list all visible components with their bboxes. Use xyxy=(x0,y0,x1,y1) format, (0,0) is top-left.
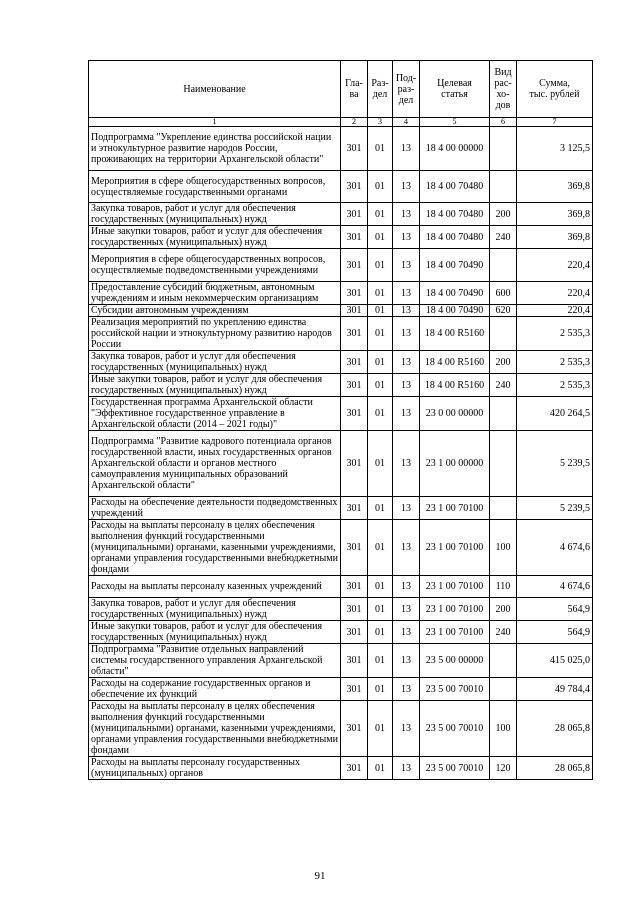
row-razdel: 01 xyxy=(368,621,393,644)
row-article: 23 1 00 70100 xyxy=(420,598,490,621)
row-vid xyxy=(490,317,517,351)
row-glava: 301 xyxy=(341,282,368,305)
table-row xyxy=(89,598,593,621)
row-razdel: 01 xyxy=(368,203,393,226)
row-podrazdel: 13 xyxy=(393,282,420,305)
row-vid: 100 xyxy=(490,701,517,757)
table-body xyxy=(89,127,593,780)
row-vid: 110 xyxy=(490,576,517,598)
budget-table xyxy=(88,60,593,780)
row-name: Расходы на обеспечение деятельности подведомственных учреждений xyxy=(89,497,341,520)
table-row xyxy=(89,621,593,644)
row-podrazdel: 13 xyxy=(393,351,420,374)
row-sum: 220,4 xyxy=(517,249,593,282)
row-glava: 301 xyxy=(341,621,368,644)
row-name: Расходы на выплаты персоналу государственных (муниципальных) органов xyxy=(89,757,341,780)
row-sum: 3 125,5 xyxy=(517,127,593,171)
row-vid xyxy=(490,397,517,431)
row-glava: 301 xyxy=(341,598,368,621)
row-razdel: 01 xyxy=(368,374,393,397)
table-row xyxy=(89,226,593,249)
row-glava: 301 xyxy=(341,226,368,249)
table-row xyxy=(89,249,593,282)
table-row xyxy=(89,497,593,520)
header-podrazdel: Под- раз- дел xyxy=(393,61,420,118)
row-glava: 301 xyxy=(341,171,368,203)
row-article: 18 4 00 00000 xyxy=(420,127,490,171)
row-sum: 415 025,0 xyxy=(517,644,593,678)
row-article: 18 4 00 70480 xyxy=(420,171,490,203)
table-row xyxy=(89,127,593,171)
row-razdel: 01 xyxy=(368,397,393,431)
table-row xyxy=(89,431,593,497)
row-article: 23 0 00 00000 xyxy=(420,397,490,431)
row-vid xyxy=(490,171,517,203)
row-razdel: 01 xyxy=(368,644,393,678)
row-razdel: 01 xyxy=(368,678,393,701)
row-podrazdel: 13 xyxy=(393,127,420,171)
row-article: 23 1 00 70100 xyxy=(420,520,490,576)
row-glava: 301 xyxy=(341,397,368,431)
column-number: 5 xyxy=(420,118,490,127)
row-glava: 301 xyxy=(341,757,368,780)
row-vid: 240 xyxy=(490,621,517,644)
table-row xyxy=(89,305,593,317)
column-number: 6 xyxy=(490,118,517,127)
row-razdel: 01 xyxy=(368,351,393,374)
row-vid: 200 xyxy=(490,351,517,374)
row-podrazdel: 13 xyxy=(393,644,420,678)
table-row xyxy=(89,171,593,203)
row-article: 23 1 00 70100 xyxy=(420,576,490,598)
table-row xyxy=(89,678,593,701)
header-razdel: Раз- дел xyxy=(368,61,393,118)
row-glava: 301 xyxy=(341,127,368,171)
row-razdel: 01 xyxy=(368,520,393,576)
row-glava: 301 xyxy=(341,203,368,226)
header-name: Наименование xyxy=(89,61,341,118)
row-sum: 369,8 xyxy=(517,226,593,249)
row-podrazdel: 13 xyxy=(393,397,420,431)
row-article: 18 4 00 70480 xyxy=(420,203,490,226)
header-article: Целевая статья xyxy=(420,61,490,118)
header-vid: Вид рас- хо- дов xyxy=(490,61,517,118)
row-sum: 2 535,3 xyxy=(517,374,593,397)
column-number-row xyxy=(89,118,593,127)
row-article: 18 4 00 70490 xyxy=(420,249,490,282)
row-vid: 120 xyxy=(490,757,517,780)
table-row xyxy=(89,576,593,598)
row-name: Расходы на содержание государственных органов и обеспечение их функций xyxy=(89,678,341,701)
row-glava: 301 xyxy=(341,431,368,497)
row-razdel: 01 xyxy=(368,226,393,249)
row-article: 23 5 00 70010 xyxy=(420,757,490,780)
row-sum: 5 239,5 xyxy=(517,431,593,497)
row-podrazdel: 13 xyxy=(393,520,420,576)
row-article: 18 4 00 70490 xyxy=(420,282,490,305)
row-sum: 28 065,8 xyxy=(517,757,593,780)
row-sum: 369,8 xyxy=(517,203,593,226)
table-row xyxy=(89,351,593,374)
table-row xyxy=(89,374,593,397)
row-name: Расходы на выплаты персоналу в целях обеспечения выполнения функций государственными (муниципальными) органами, казенными учреждениями, органами управления государственными внебюджетными фондами xyxy=(89,701,341,757)
row-vid xyxy=(490,431,517,497)
row-name: Закупка товаров, работ и услуг для обеспечения государственных (муниципальных) нужд xyxy=(89,351,341,374)
row-sum: 4 674,6 xyxy=(517,520,593,576)
row-sum: 220,4 xyxy=(517,282,593,305)
row-podrazdel: 13 xyxy=(393,171,420,203)
column-number: 7 xyxy=(517,118,593,127)
row-glava: 301 xyxy=(341,644,368,678)
page-number: 91 xyxy=(314,870,326,882)
row-article: 18 4 00 70490 xyxy=(420,305,490,317)
row-podrazdel: 13 xyxy=(393,431,420,497)
table-row xyxy=(89,757,593,780)
table-row xyxy=(89,397,593,431)
row-podrazdel: 13 xyxy=(393,701,420,757)
row-article: 23 1 00 00000 xyxy=(420,431,490,497)
row-razdel: 01 xyxy=(368,576,393,598)
row-glava: 301 xyxy=(341,317,368,351)
header-glava: Гла- ва xyxy=(341,61,368,118)
row-name: Подпрограмма "Укрепление единства российской нации и этнокультурное развитие народов России, проживающих на территории Архангельской области" xyxy=(89,127,341,171)
row-name: Иные закупки товаров, работ и услуг для обеспечения государственных (муниципальных) нужд xyxy=(89,621,341,644)
row-name: Предоставление субсидий бюджетным, автономным учреждениям и иным некоммерческим организациям xyxy=(89,282,341,305)
row-podrazdel: 13 xyxy=(393,576,420,598)
row-razdel: 01 xyxy=(368,127,393,171)
column-number: 1 xyxy=(89,118,341,127)
row-sum: 420 264,5 xyxy=(517,397,593,431)
row-article: 18 4 00 70480 xyxy=(420,226,490,249)
row-razdel: 01 xyxy=(368,431,393,497)
row-article: 18 4 00 R5160 xyxy=(420,374,490,397)
row-razdel: 01 xyxy=(368,249,393,282)
row-name: Иные закупки товаров, работ и услуг для обеспечения государственных (муниципальных) нужд xyxy=(89,374,341,397)
row-glava: 301 xyxy=(341,351,368,374)
row-name: Расходы на выплаты персоналу в целях обеспечения выполнения функций государственными (муниципальными) органами, казенными учреждениями, органами управления государственными внебюджетными фондами xyxy=(89,520,341,576)
row-sum: 2 535,3 xyxy=(517,317,593,351)
row-podrazdel: 13 xyxy=(393,598,420,621)
row-vid xyxy=(490,249,517,282)
row-article: 18 4 00 R5160 xyxy=(420,317,490,351)
row-podrazdel: 13 xyxy=(393,497,420,520)
header-sum: Сумма, тыс. рублей xyxy=(517,61,593,118)
table-row xyxy=(89,282,593,305)
row-podrazdel: 13 xyxy=(393,249,420,282)
row-name: Подпрограмма "Развитие кадрового потенциала органов государственной власти, иных государственных органов Архангельской области и органов местного самоуправления муниципальных образований Архангельской области" xyxy=(89,431,341,497)
row-name: Мероприятия в сфере общегосударственных вопросов, осуществляемые подведомственными учреждениями xyxy=(89,249,341,282)
row-name: Государственная программа Архангельской области "Эффективное государственное управление в Архангельской области (2014 – 2021 годы)" xyxy=(89,397,341,431)
row-glava: 301 xyxy=(341,305,368,317)
table-row xyxy=(89,317,593,351)
row-vid xyxy=(490,127,517,171)
row-razdel: 01 xyxy=(368,317,393,351)
row-podrazdel: 13 xyxy=(393,757,420,780)
row-podrazdel: 13 xyxy=(393,305,420,317)
row-razdel: 01 xyxy=(368,282,393,305)
row-article: 23 1 00 70100 xyxy=(420,621,490,644)
row-sum: 369,8 xyxy=(517,171,593,203)
row-sum: 4 674,6 xyxy=(517,576,593,598)
row-vid: 100 xyxy=(490,520,517,576)
row-razdel: 01 xyxy=(368,701,393,757)
row-article: 23 5 00 70010 xyxy=(420,678,490,701)
row-podrazdel: 13 xyxy=(393,678,420,701)
row-vid: 600 xyxy=(490,282,517,305)
row-glava: 301 xyxy=(341,497,368,520)
row-razdel: 01 xyxy=(368,497,393,520)
table-row xyxy=(89,701,593,757)
row-sum: 564,9 xyxy=(517,598,593,621)
row-name: Расходы на выплаты персоналу казенных учреждений xyxy=(89,576,341,598)
row-name: Реализация мероприятий по укреплению единства российской нации и этнокультурному развитию народов России xyxy=(89,317,341,351)
row-vid: 200 xyxy=(490,203,517,226)
column-number: 2 xyxy=(341,118,368,127)
row-sum: 5 239,5 xyxy=(517,497,593,520)
row-sum: 49 784,4 xyxy=(517,678,593,701)
row-name: Мероприятия в сфере общегосударственных вопросов, осуществляемые государственными органами xyxy=(89,171,341,203)
row-podrazdel: 13 xyxy=(393,226,420,249)
row-glava: 301 xyxy=(341,520,368,576)
row-glava: 301 xyxy=(341,701,368,757)
row-razdel: 01 xyxy=(368,171,393,203)
row-glava: 301 xyxy=(341,249,368,282)
row-podrazdel: 13 xyxy=(393,374,420,397)
row-podrazdel: 13 xyxy=(393,203,420,226)
row-sum: 28 065,8 xyxy=(517,701,593,757)
row-razdel: 01 xyxy=(368,757,393,780)
row-vid: 240 xyxy=(490,226,517,249)
row-vid xyxy=(490,497,517,520)
table-row xyxy=(89,520,593,576)
table-row xyxy=(89,644,593,678)
row-vid: 620 xyxy=(490,305,517,317)
row-name: Закупка товаров, работ и услуг для обеспечения государственных (муниципальных) нужд xyxy=(89,203,341,226)
row-glava: 301 xyxy=(341,374,368,397)
row-podrazdel: 13 xyxy=(393,317,420,351)
row-article: 23 5 00 00000 xyxy=(420,644,490,678)
row-vid xyxy=(490,678,517,701)
column-number: 4 xyxy=(393,118,420,127)
row-glava: 301 xyxy=(341,678,368,701)
row-name: Подпрограмма "Развитие отдельных направлений системы государственного управления Архангельской области" xyxy=(89,644,341,678)
row-podrazdel: 13 xyxy=(393,621,420,644)
column-number: 3 xyxy=(368,118,393,127)
row-vid: 240 xyxy=(490,374,517,397)
row-sum: 564,9 xyxy=(517,621,593,644)
table-row xyxy=(89,203,593,226)
row-name: Закупка товаров, работ и услуг для обеспечения государственных (муниципальных) нужд xyxy=(89,598,341,621)
header-row xyxy=(89,61,593,118)
row-sum: 220,4 xyxy=(517,305,593,317)
row-vid: 200 xyxy=(490,598,517,621)
row-article: 23 5 00 70010 xyxy=(420,701,490,757)
row-article: 18 4 00 R5160 xyxy=(420,351,490,374)
row-article: 23 1 00 70100 xyxy=(420,497,490,520)
row-sum: 2 535,3 xyxy=(517,351,593,374)
row-razdel: 01 xyxy=(368,598,393,621)
row-vid xyxy=(490,644,517,678)
row-glava: 301 xyxy=(341,576,368,598)
row-razdel: 01 xyxy=(368,305,393,317)
row-name: Иные закупки товаров, работ и услуг для обеспечения государственных (муниципальных) нужд xyxy=(89,226,341,249)
row-name: Субсидии автономным учреждениям xyxy=(89,305,341,317)
